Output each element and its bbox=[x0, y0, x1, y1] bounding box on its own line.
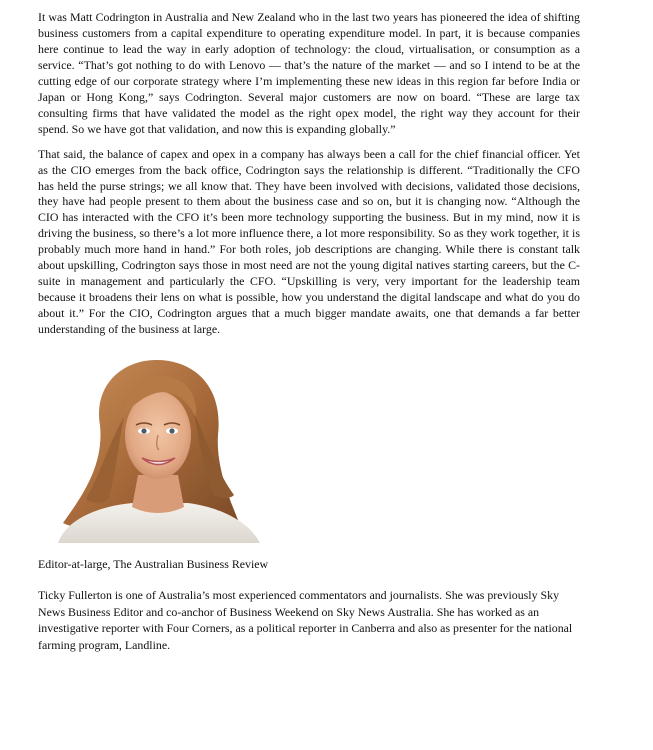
article-paragraph-1: It was Matt Codrington in Australia and New Zealand who in the last two years has pioneered the idea of shifting business customers from a capital expenditure to operating expenditure model. In part, it is because companies here continue to lead the way in early adoption of technology: the cloud, virtualisation, or consumption as a service. “That’s got nothing to do with Lenovo — that’s the nature of the market — and so I intend to be at the cutting edge of our corporate strategy where I’m implementing these new ideas in this region far before India or Japan or Hong Kong,” says Codrington. Several major customers are now on board. “These are large tax consulting firms that have validated the model as the right opex model, the right way they account for their spend. So we have got that validation, and now this is expanding globally.” bbox=[38, 10, 580, 136]
author-photo bbox=[38, 355, 266, 543]
document-page bbox=[38, 10, 580, 653]
article-paragraph-2: That said, the balance of capex and opex in a company has always been a call for the chief financial officer. Yet as the CIO emerges from the back office, Codrington says the relationship is different. “Traditionally the CFO has held the purse strings; we all know that. They have been involved with decisions, validated those decisions, they have had people present to them about the business case and so on, but it is changing now. “Although the CIO has interacted with the CFO it’s been more technology supporting the business. But in my mind, now it is driving the business, so there’s a lot more influence there, a lot more responsibility. So as they work together, it is probably much more hand in hand.” For both roles, job descriptions are changing. While there is constant talk about upskilling, Codrington says those in most need are not the young digital natives starting careers, but the C-suite in management and particularly the CFO. “Upskilling is very, very important for the leadership team because it broadens their lens on what is possible, how you understand the digital landscape and what do you do about it.” For the CIO, Codrington argues that a much bigger mandate awaits, one that demands a far better understanding of the business at large. bbox=[38, 146, 580, 337]
author-bio: Ticky Fullerton is one of Australia’s most experienced commentators and journalists. She was previously Sky News Business Editor and co-anchor of Business Weekend on Sky News Australia. She has worked as an investigative reporter with Four Corners, as a political reporter in Canberra and also as presenter for the national farming program, Landline. bbox=[38, 588, 573, 652]
author-caption: Editor-at-large, The Australian Business Review bbox=[38, 557, 269, 572]
